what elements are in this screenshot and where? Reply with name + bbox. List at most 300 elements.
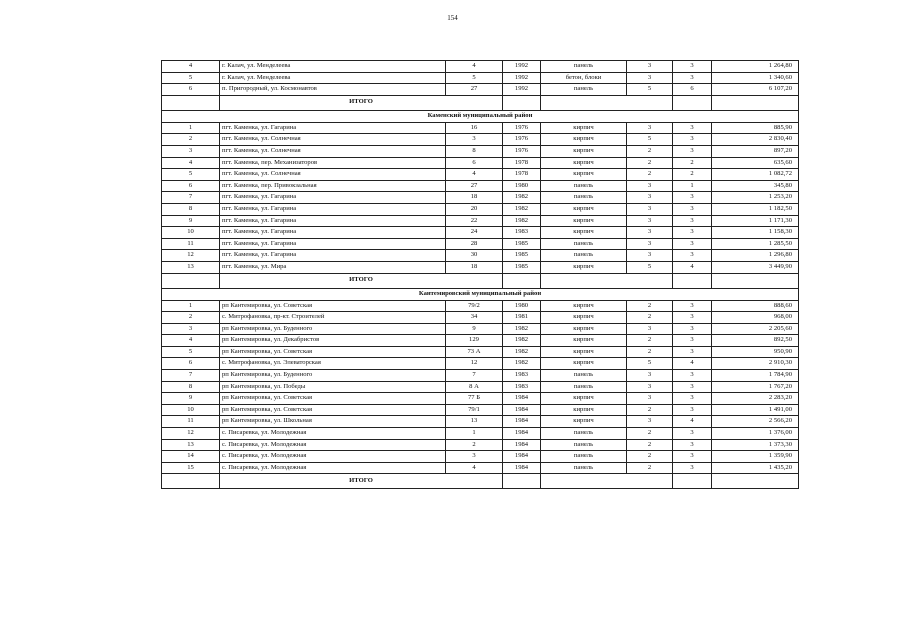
house-number: 6	[446, 157, 503, 169]
entrances-count: 3	[673, 462, 712, 474]
entrances-count: 3	[673, 335, 712, 347]
floors-count: 2	[627, 439, 673, 451]
table-row	[162, 215, 799, 227]
total-area: 2 566,20	[712, 416, 799, 428]
table-row	[162, 462, 799, 474]
year-built: 1984	[503, 404, 541, 416]
floors-count: 5	[627, 84, 673, 96]
total-area: 2 910,30	[712, 358, 799, 370]
floors-count: 3	[627, 416, 673, 428]
wall-material: бетон, блоки	[541, 72, 627, 84]
year-built: 1983	[503, 370, 541, 382]
floors-count: 3	[627, 192, 673, 204]
year-built: 1976	[503, 145, 541, 157]
row-number: 12	[162, 428, 220, 440]
house-number: 3	[446, 134, 503, 146]
floors-count: 2	[627, 169, 673, 181]
empty-cell	[503, 474, 541, 489]
year-built: 1983	[503, 227, 541, 239]
total-area: 1 767,20	[712, 381, 799, 393]
floors-count: 3	[627, 180, 673, 192]
address: пгт. Каменка, ул. Гагарина	[220, 192, 446, 204]
entrances-count: 3	[673, 203, 712, 215]
row-number: 5	[162, 72, 220, 84]
year-built: 1982	[503, 203, 541, 215]
year-built: 1980	[503, 300, 541, 312]
address: пгт. Каменка, ул. Гагарина	[220, 227, 446, 239]
floors-count: 3	[627, 227, 673, 239]
wall-material: кирпич	[541, 134, 627, 146]
address: с. Митрофановка, пр-кт. Строителей	[220, 312, 446, 324]
row-number: 14	[162, 451, 220, 463]
year-built: 1978	[503, 169, 541, 181]
total-area: 1 373,30	[712, 439, 799, 451]
house-number: 12	[446, 358, 503, 370]
house-number: 7	[446, 370, 503, 382]
wall-material: панель	[541, 192, 627, 204]
entrances-count: 3	[673, 323, 712, 335]
total-area: 2 205,60	[712, 323, 799, 335]
table-row	[162, 250, 799, 262]
year-built: 1982	[503, 335, 541, 347]
total-area: 1 285,50	[712, 238, 799, 250]
house-number: 4	[446, 169, 503, 181]
year-built: 1984	[503, 462, 541, 474]
floors-count: 2	[627, 462, 673, 474]
total-area: 1 158,30	[712, 227, 799, 239]
house-number: 9	[446, 323, 503, 335]
table-row	[162, 312, 799, 324]
house-number: 18	[446, 261, 503, 273]
address: рп Кантемировка, ул. Советская	[220, 404, 446, 416]
row-number: 6	[162, 358, 220, 370]
district-name: Каменский муниципальный район	[162, 110, 799, 122]
table-row	[162, 323, 799, 335]
empty-cell	[503, 95, 541, 110]
house-number: 18	[446, 192, 503, 204]
table-row	[162, 145, 799, 157]
wall-material: панель	[541, 439, 627, 451]
entrances-count: 2	[673, 157, 712, 169]
address: с. Писаревка, ул. Молодежная	[220, 451, 446, 463]
wall-material: кирпич	[541, 346, 627, 358]
empty-cell	[162, 474, 220, 489]
total-label: ИТОГО	[220, 474, 503, 489]
wall-material: панель	[541, 238, 627, 250]
wall-material: панель	[541, 451, 627, 463]
total-area: 635,60	[712, 157, 799, 169]
address: пгт. Каменка, ул. Гагарина	[220, 122, 446, 134]
row-number: 4	[162, 157, 220, 169]
row-number: 6	[162, 180, 220, 192]
total-label: ИТОГО	[220, 95, 503, 110]
house-number: 22	[446, 215, 503, 227]
wall-material: панель	[541, 370, 627, 382]
row-number: 10	[162, 404, 220, 416]
table-row	[162, 404, 799, 416]
total-label: ИТОГО	[220, 273, 503, 288]
total-area: 885,90	[712, 122, 799, 134]
total-row	[162, 95, 799, 110]
total-area: 1 435,20	[712, 462, 799, 474]
table-row	[162, 346, 799, 358]
house-number: 3	[446, 451, 503, 463]
address: рп Кантемировка, ул. Декабристов	[220, 335, 446, 347]
year-built: 1983	[503, 381, 541, 393]
entrances-count: 4	[673, 358, 712, 370]
year-built: 1976	[503, 134, 541, 146]
table-row	[162, 335, 799, 347]
entrances-count: 3	[673, 312, 712, 324]
total-area: 1 359,90	[712, 451, 799, 463]
wall-material: кирпич	[541, 227, 627, 239]
row-number: 1	[162, 300, 220, 312]
total-area: 345,80	[712, 180, 799, 192]
row-number: 5	[162, 346, 220, 358]
address: рп Кантемировка, ул. Школьная	[220, 416, 446, 428]
address: пгт. Каменка, ул. Гагарина	[220, 203, 446, 215]
total-row	[162, 273, 799, 288]
table-body	[162, 61, 799, 489]
floors-count: 5	[627, 134, 673, 146]
year-built: 1984	[503, 416, 541, 428]
address: с. Писаревка, ул. Молодежная	[220, 428, 446, 440]
address: рп Кантемировка, ул. Буденного	[220, 370, 446, 382]
table-row	[162, 393, 799, 405]
house-number: 28	[446, 238, 503, 250]
table-row	[162, 358, 799, 370]
empty-cell	[162, 95, 220, 110]
year-built: 1976	[503, 122, 541, 134]
floors-count: 3	[627, 370, 673, 382]
table-row	[162, 84, 799, 96]
wall-material: кирпич	[541, 215, 627, 227]
year-built: 1982	[503, 323, 541, 335]
empty-cell	[541, 273, 673, 288]
entrances-count: 3	[673, 346, 712, 358]
empty-cell	[712, 273, 799, 288]
house-number: 129	[446, 335, 503, 347]
empty-cell	[503, 273, 541, 288]
address: пгт. Каменка, ул. Гагарина	[220, 238, 446, 250]
address: с. Митрофановка, ул. Элеваторская	[220, 358, 446, 370]
entrances-count: 3	[673, 451, 712, 463]
floors-count: 3	[627, 323, 673, 335]
wall-material: панель	[541, 84, 627, 96]
row-number: 7	[162, 370, 220, 382]
table-row	[162, 416, 799, 428]
total-area: 1 182,50	[712, 203, 799, 215]
address: рп Кантемировка, ул. Буденного	[220, 323, 446, 335]
year-built: 1985	[503, 238, 541, 250]
empty-cell	[162, 273, 220, 288]
year-built: 1982	[503, 358, 541, 370]
year-built: 1980	[503, 180, 541, 192]
floors-count: 2	[627, 312, 673, 324]
address: с. Писаревка, ул. Молодежная	[220, 439, 446, 451]
wall-material: панель	[541, 250, 627, 262]
wall-material: панель	[541, 428, 627, 440]
address: пгт. Каменка, ул. Солнечная	[220, 169, 446, 181]
wall-material: кирпич	[541, 203, 627, 215]
floors-count: 3	[627, 122, 673, 134]
total-area: 1 340,60	[712, 72, 799, 84]
empty-cell	[541, 95, 673, 110]
empty-cell	[673, 95, 712, 110]
house-number: 79/1	[446, 404, 503, 416]
house-number: 16	[446, 122, 503, 134]
table-row	[162, 157, 799, 169]
year-built: 1982	[503, 192, 541, 204]
floors-count: 5	[627, 261, 673, 273]
total-area: 1 082,72	[712, 169, 799, 181]
total-area: 1 253,20	[712, 192, 799, 204]
year-built: 1985	[503, 250, 541, 262]
address: рп Кантемировка, ул. Советская	[220, 346, 446, 358]
address: пгт. Каменка, пер. Привокзальная	[220, 180, 446, 192]
total-area: 2 283,20	[712, 393, 799, 405]
wall-material: кирпич	[541, 145, 627, 157]
table-row	[162, 122, 799, 134]
table-row	[162, 134, 799, 146]
empty-cell	[541, 474, 673, 489]
year-built: 1985	[503, 261, 541, 273]
row-number: 15	[162, 462, 220, 474]
wall-material: кирпич	[541, 300, 627, 312]
row-number: 2	[162, 312, 220, 324]
house-number: 4	[446, 61, 503, 73]
wall-material: кирпич	[541, 169, 627, 181]
floors-count: 3	[627, 203, 673, 215]
total-area: 897,20	[712, 145, 799, 157]
district-header-row	[162, 110, 799, 122]
row-number: 9	[162, 393, 220, 405]
year-built: 1981	[503, 312, 541, 324]
floors-count: 3	[627, 381, 673, 393]
entrances-count: 6	[673, 84, 712, 96]
address: пгт. Каменка, ул. Солнечная	[220, 134, 446, 146]
row-number: 4	[162, 335, 220, 347]
wall-material: кирпич	[541, 416, 627, 428]
row-number: 6	[162, 84, 220, 96]
address: г. Калач, ул. Менделеева	[220, 72, 446, 84]
house-number: 8	[446, 145, 503, 157]
floors-count: 2	[627, 428, 673, 440]
address: пгт. Каменка, ул. Мира	[220, 261, 446, 273]
row-number: 4	[162, 61, 220, 73]
wall-material: кирпич	[541, 404, 627, 416]
floors-count: 2	[627, 145, 673, 157]
table-row	[162, 180, 799, 192]
address: рп Кантемировка, ул. Советская	[220, 300, 446, 312]
row-number: 3	[162, 323, 220, 335]
row-number: 11	[162, 416, 220, 428]
floors-count: 2	[627, 300, 673, 312]
row-number: 10	[162, 227, 220, 239]
empty-cell	[673, 273, 712, 288]
entrances-count: 2	[673, 169, 712, 181]
empty-cell	[712, 95, 799, 110]
row-number: 2	[162, 134, 220, 146]
entrances-count: 3	[673, 72, 712, 84]
entrances-count: 3	[673, 439, 712, 451]
wall-material: кирпич	[541, 323, 627, 335]
total-area: 1 296,80	[712, 250, 799, 262]
house-number: 8 А	[446, 381, 503, 393]
address: пгт. Каменка, ул. Гагарина	[220, 215, 446, 227]
wall-material: панель	[541, 61, 627, 73]
total-area: 3 449,90	[712, 261, 799, 273]
row-number: 13	[162, 439, 220, 451]
year-built: 1992	[503, 84, 541, 96]
total-area: 1 171,30	[712, 215, 799, 227]
total-area: 888,60	[712, 300, 799, 312]
floors-count: 3	[627, 72, 673, 84]
year-built: 1992	[503, 61, 541, 73]
entrances-count: 3	[673, 122, 712, 134]
floors-count: 3	[627, 393, 673, 405]
row-number: 8	[162, 381, 220, 393]
entrances-count: 4	[673, 261, 712, 273]
entrances-count: 3	[673, 393, 712, 405]
wall-material: кирпич	[541, 157, 627, 169]
district-name: Кантемировский муниципальный район	[162, 288, 799, 300]
floors-count: 5	[627, 358, 673, 370]
address: г. Калач, ул. Менделеева	[220, 61, 446, 73]
house-number: 13	[446, 416, 503, 428]
entrances-count: 3	[673, 227, 712, 239]
wall-material: кирпич	[541, 122, 627, 134]
entrances-count: 3	[673, 192, 712, 204]
year-built: 1992	[503, 72, 541, 84]
row-number: 13	[162, 261, 220, 273]
year-built: 1984	[503, 428, 541, 440]
house-number: 5	[446, 72, 503, 84]
floors-count: 2	[627, 346, 673, 358]
total-area: 6 107,20	[712, 84, 799, 96]
wall-material: кирпич	[541, 393, 627, 405]
row-number: 5	[162, 169, 220, 181]
housing-table	[161, 60, 799, 489]
house-number: 73 А	[446, 346, 503, 358]
table-row	[162, 203, 799, 215]
floors-count: 2	[627, 451, 673, 463]
year-built: 1978	[503, 157, 541, 169]
year-built: 1982	[503, 215, 541, 227]
empty-cell	[673, 474, 712, 489]
wall-material: панель	[541, 462, 627, 474]
total-area: 1 784,90	[712, 370, 799, 382]
table-row	[162, 192, 799, 204]
table-row	[162, 451, 799, 463]
year-built: 1984	[503, 393, 541, 405]
house-number: 1	[446, 428, 503, 440]
house-number: 24	[446, 227, 503, 239]
address: п. Пригородный, ул. Космонавтов	[220, 84, 446, 96]
total-row	[162, 474, 799, 489]
floors-count: 2	[627, 157, 673, 169]
table-row	[162, 227, 799, 239]
table-row	[162, 72, 799, 84]
row-number: 1	[162, 122, 220, 134]
house-number: 79/2	[446, 300, 503, 312]
entrances-count: 3	[673, 381, 712, 393]
table-row	[162, 428, 799, 440]
floors-count: 3	[627, 238, 673, 250]
entrances-count: 3	[673, 215, 712, 227]
address: пгт. Каменка, пер. Механизаторов	[220, 157, 446, 169]
total-area: 892,50	[712, 335, 799, 347]
house-number: 4	[446, 462, 503, 474]
floors-count: 3	[627, 215, 673, 227]
entrances-count: 3	[673, 250, 712, 262]
row-number: 3	[162, 145, 220, 157]
house-number: 27	[446, 84, 503, 96]
address: рп Кантемировка, ул. Победы	[220, 381, 446, 393]
entrances-count: 3	[673, 300, 712, 312]
floors-count: 2	[627, 404, 673, 416]
entrances-count: 1	[673, 180, 712, 192]
wall-material: кирпич	[541, 335, 627, 347]
row-number: 8	[162, 203, 220, 215]
table-row	[162, 439, 799, 451]
table-row	[162, 381, 799, 393]
wall-material: панель	[541, 180, 627, 192]
year-built: 1984	[503, 439, 541, 451]
district-header-row	[162, 288, 799, 300]
table-row	[162, 61, 799, 73]
entrances-count: 3	[673, 238, 712, 250]
total-area: 2 830,40	[712, 134, 799, 146]
entrances-count: 4	[673, 416, 712, 428]
floors-count: 3	[627, 250, 673, 262]
address: пгт. Каменка, ул. Солнечная	[220, 145, 446, 157]
table-row	[162, 238, 799, 250]
house-number: 27	[446, 180, 503, 192]
house-number: 2	[446, 439, 503, 451]
total-area: 1 264,80	[712, 61, 799, 73]
house-number: 30	[446, 250, 503, 262]
year-built: 1984	[503, 451, 541, 463]
house-number: 20	[446, 203, 503, 215]
page-number: 154	[447, 14, 458, 22]
row-number: 11	[162, 238, 220, 250]
table-row	[162, 261, 799, 273]
address: пгт. Каменка, ул. Гагарина	[220, 250, 446, 262]
entrances-count: 3	[673, 134, 712, 146]
house-number: 34	[446, 312, 503, 324]
total-area: 1 491,00	[712, 404, 799, 416]
year-built: 1982	[503, 346, 541, 358]
address: рп Кантемировка, ул. Советская	[220, 393, 446, 405]
total-area: 1 376,00	[712, 428, 799, 440]
total-area: 968,00	[712, 312, 799, 324]
address: с. Писаревка, ул. Молодежная	[220, 462, 446, 474]
table-row	[162, 300, 799, 312]
row-number: 9	[162, 215, 220, 227]
empty-cell	[712, 474, 799, 489]
entrances-count: 3	[673, 61, 712, 73]
row-number: 12	[162, 250, 220, 262]
floors-count: 3	[627, 61, 673, 73]
total-area: 950,90	[712, 346, 799, 358]
entrances-count: 3	[673, 404, 712, 416]
entrances-count: 3	[673, 428, 712, 440]
entrances-count: 3	[673, 145, 712, 157]
floors-count: 2	[627, 335, 673, 347]
wall-material: панель	[541, 381, 627, 393]
row-number: 7	[162, 192, 220, 204]
